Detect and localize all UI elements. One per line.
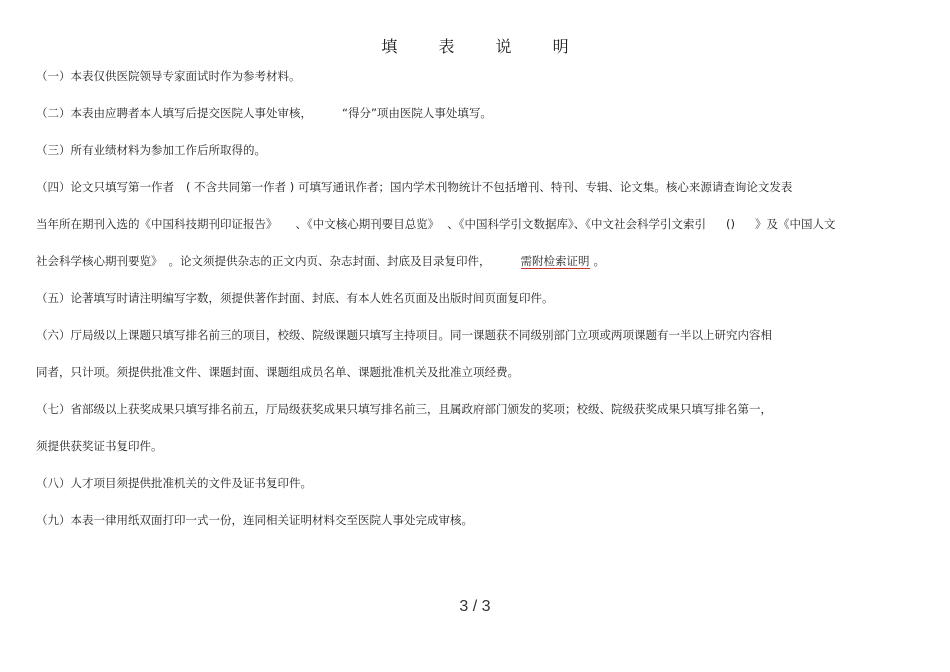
item-1: （一）本表仅供医院领导专家面试时作为参考材料。	[36, 69, 301, 83]
item-4-part-i: 社会科学核心期刊要览》	[36, 254, 163, 268]
item-4-line-1	[36, 179, 792, 195]
item-2	[36, 105, 492, 121]
item-4-part-e: 、《中国科学引文数据库》	[447, 217, 574, 231]
item-5: （五）论著填写时请注明编写字数，须提供著作封面、封底、有本人姓名页面及出版时间页面复印件。	[36, 291, 554, 305]
item-4-part-f: 、《中文社会科学引文索引	[573, 217, 706, 231]
item-6-line-2: 同者，只计项。须提供批准文件、课题封面、课题组成员名单、课题批准机关及批准立项经费。	[36, 365, 519, 379]
item-4-part-c: 当年所在期刊入选的《中国科技期刊印证报告》	[36, 217, 278, 231]
item-3: （三）所有业绩材料为参加工作后所取得的。	[36, 143, 266, 157]
item-4-part-a: （四）论文只填写第一作者	[36, 180, 174, 194]
item-4-part-l: 。	[593, 254, 605, 268]
document-title: 填 表 说 明	[381, 37, 587, 56]
item-4-part-g: ()	[726, 217, 735, 231]
item-4-part-j: 。论文须提供杂志的正文内页、杂志封面、封底及目录复印件，	[168, 254, 491, 268]
item-4-part-d: 、《中文核心期刊要目总览》	[295, 217, 440, 231]
search-proof-link: 需附检索证明	[520, 254, 590, 268]
item-9: （九）本表一律用纸双面打印一式一份，连同相关证明材料交至医院人事处完成审核。	[36, 513, 473, 527]
item-4-line-2	[36, 216, 835, 232]
page-number: 3 / 3	[459, 598, 491, 615]
item-4-part-h: 》及《中国人文	[754, 217, 836, 231]
item-6-line-1: （六）厅局级以上课题只填写排名前三的项目，校级、院级课题只填写主持项目。同一课题获不同级别部门立项或两项课题有一半以上研究内容相	[36, 328, 772, 342]
item-7-line-2: 须提供获奖证书复印件。	[36, 439, 163, 453]
item-4-line-3	[36, 253, 605, 269]
item-2-part-a: （二）本表由应聘者本人填写后提交医院人事处审核，	[36, 106, 312, 120]
item-7-line-1: （七）省部级以上获奖成果只填写排名前五，厅局级获奖成果只填写排名前三，且属政府部门颁发的奖项；校级、院级获奖成果只填写排名第一，	[36, 402, 772, 416]
item-8: （八）人才项目须提供批准机关的文件及证书复印件。	[36, 476, 312, 490]
item-4-part-b: ( 不含共同第一作者 ) 可填写通讯作者；国内学术刊物统计不包括增刊、特刊、专辑、论文集。核心来源请查询论文发表	[186, 180, 793, 194]
item-2-part-b: “得分”项由医院人事处填写。	[342, 106, 492, 120]
